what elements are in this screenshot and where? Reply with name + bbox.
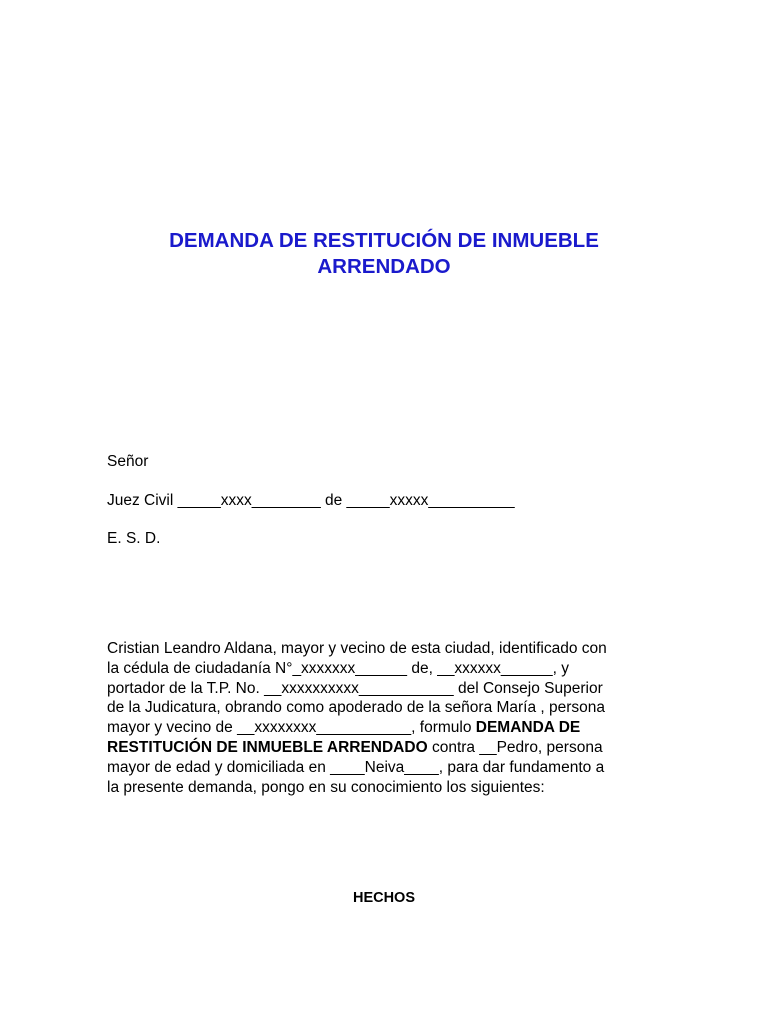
document-title xyxy=(0,228,768,280)
body-line-6-text: contra __Pedro, persona xyxy=(427,738,603,756)
body-line-5-bold: DEMANDA DE xyxy=(475,719,581,737)
body-line-5 xyxy=(107,718,667,738)
body-line-8: la presente demanda, pongo en su conocimiento los siguientes: xyxy=(107,778,545,796)
body-line-3: portador de la T.P. No. __xxxxxxxxxx___________ del Consejo Superior xyxy=(107,679,603,697)
document-title-line-1: DEMANDA DE RESTITUCIÓN DE INMUEBLE xyxy=(169,229,599,252)
body-line-1: Cristian Leandro Aldana, mayor y vecino de esta ciudad, identificado con xyxy=(107,640,607,657)
esd-line: E. S. D. xyxy=(107,530,161,547)
body-line-7: mayor de edad y domiciliada en ____Neiva____, para dar fundamento a xyxy=(107,758,605,776)
body-line-2: la cédula de ciudadanía N°_xxxxxxx______ de, __xxxxxx______, y xyxy=(107,659,570,677)
body-paragraph xyxy=(107,639,667,797)
section-heading-hechos: HECHOS xyxy=(352,890,416,906)
body-line-6-bold: RESTITUCIÓN DE INMUEBLE ARRENDADO xyxy=(107,738,428,756)
judge-line: Juez Civil _____xxxx________ de _____xxxxx__________ xyxy=(107,492,515,509)
body-line-4: de la Judicatura, obrando como apoderado de la señora María , persona xyxy=(107,699,606,717)
salutation: Señor xyxy=(107,453,149,470)
body-line-6 xyxy=(107,738,667,758)
document-title-line-2: ARRENDADO xyxy=(317,255,451,278)
body-line-5-text: mayor y vecino de __xxxxxxxx___________, formulo xyxy=(107,719,476,737)
